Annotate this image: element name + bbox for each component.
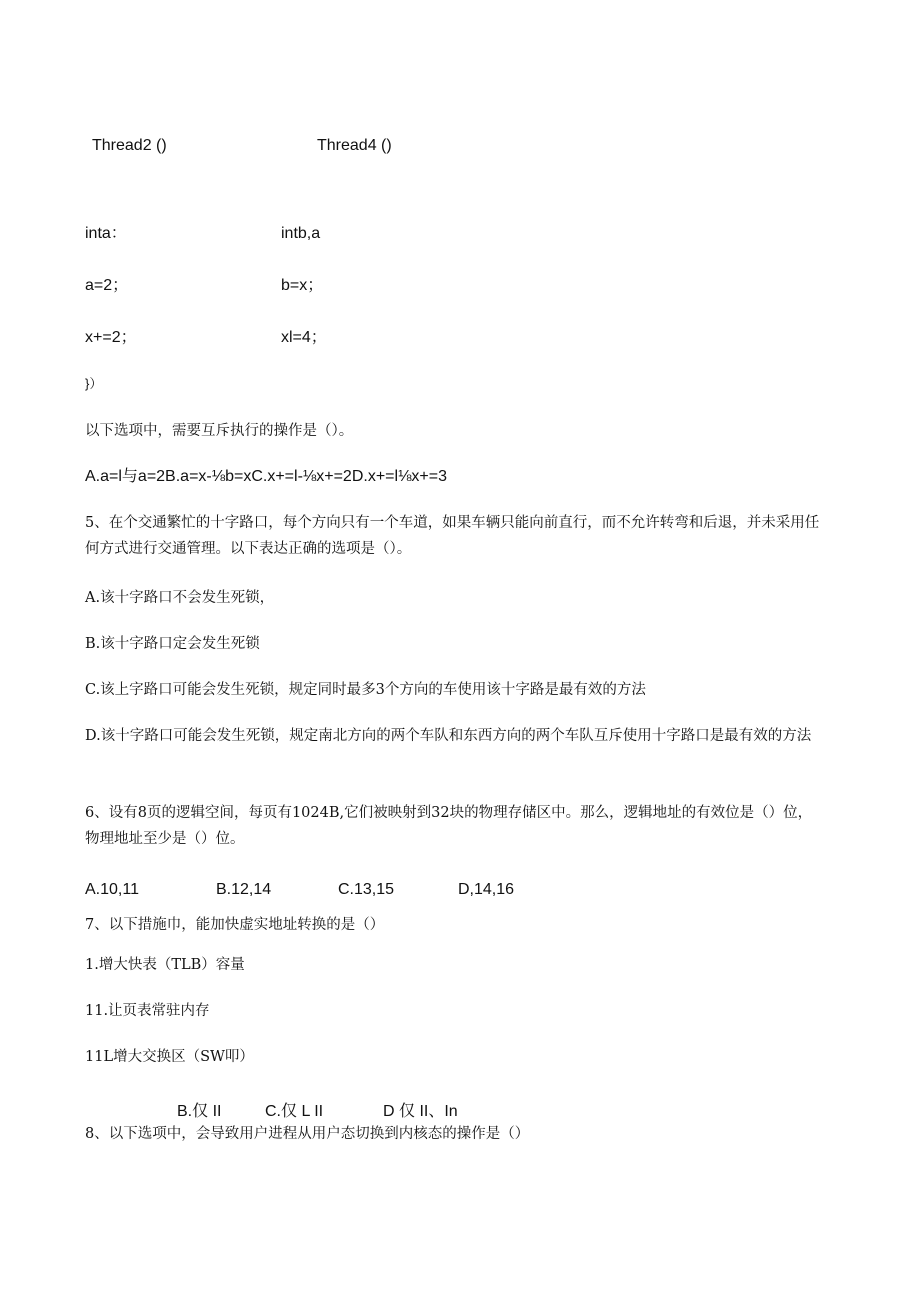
code-line-left-2: a=2； [85,277,129,294]
q7-item-3: 11L增大交换区（SW叩） [85,1049,254,1065]
code-line-right-1: intb,a [281,225,321,242]
q7-stem: 7、以下措施巾，能加快虚实地址转换的是（） [85,917,385,933]
q7-option-b: B.仅 II [177,1103,222,1120]
q5-option-a: A.该十字路口不会发生死锁， [85,590,275,606]
code-closing: }） [85,376,103,391]
q5-option-b: B.该十字路口定会发生死锁 [85,636,260,652]
q7-option-c: C.仅 L II [265,1103,324,1120]
q6-option-d: D,14,16 [458,881,515,898]
code-line-right-3: xl=4； [281,329,327,346]
code-line-left-3: x+=2； [85,329,137,346]
q8-stem: 8、以下选项中，会导致用户进程从用户态切换到内核态的操作是（） [85,1126,530,1142]
q5-stem: 5、在个交通繁忙的十字路口，每个方向只有一个车道，如果车辆只能向前直行，而不允许转弯和后退，并未采用任何方式进行交通管理。以下表达正确的选项是（）。 [85,515,820,557]
code-line-left-1: inta： [85,225,127,242]
q5-option-c: C.该上字路口可能会发生死锁，规定同时最多3个方向的车使用该十字路是最有效的方法 [85,682,646,698]
thread2-header: Thread2 () [92,137,167,154]
q7-option-d: D 仅 II、In [383,1103,458,1120]
q7-item-2: 11.让页表常驻内存 [85,1003,210,1019]
q6-stem: 6、设有8页的逻辑空间，每页有1024B,它们被映射到32块的物理存储区中。那么，逻辑地址的有效位是（）位，物理地址至少是（）位。 [85,805,813,847]
q6-option-c: C.13,15 [338,881,395,898]
code-line-right-2: b=x； [281,277,324,294]
q4-options: A.a=l与a=2B.a=x-⅛b=xC.x+=l-⅛x+=2D.x+=l⅛x+=3 [85,468,448,485]
q6-option-a: A.10,11 [85,881,139,898]
q4-prompt: 以下选项中，需要互斥执行的操作是（）。 [85,423,354,439]
q5-option-d: D.该十字路口可能会发生死锁，规定南北方向的两个车队和东西方向的两个车队互斥使用十字路口是最有效的方法 [85,728,812,744]
q7-item-1: 1.增大快表（TLB）容量 [85,957,245,973]
q6-option-b: B.12,14 [216,881,272,898]
thread4-header: Thread4 () [317,137,392,154]
